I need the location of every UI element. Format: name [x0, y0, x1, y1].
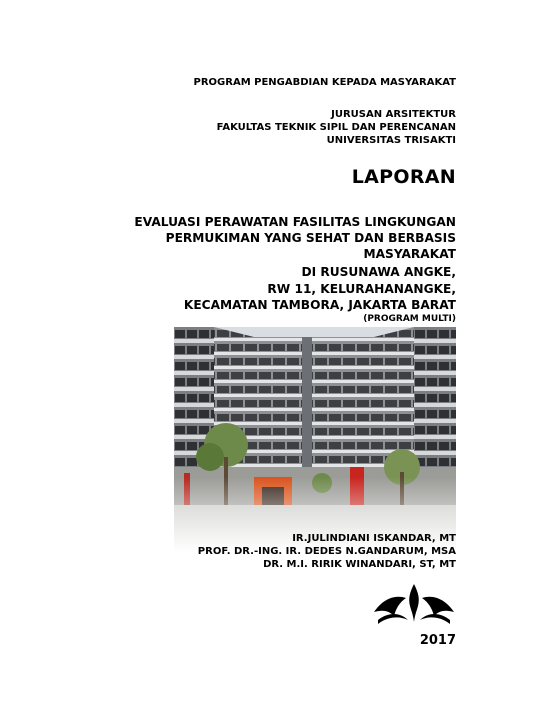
university-name: UNIVERSITAS TRISAKTI: [326, 135, 456, 146]
report-title-line: DI RUSUNAWA ANGKE,: [301, 265, 456, 279]
author-name: IR.JULINDIANI ISKANDAR, MT: [292, 533, 456, 544]
report-title-line: KECAMATAN TAMBORA, JAKARTA BARAT: [183, 298, 456, 312]
author-name: DR. M.I. RIRIK WINANDARI, ST, MT: [263, 559, 456, 570]
report-title-line: EVALUASI PERAWATAN FASILITAS LINGKUNGAN: [134, 215, 456, 229]
university-logo: [372, 582, 456, 626]
apartment-building-photo: [174, 327, 456, 552]
report-title-line: PERMUKIMAN YANG SEHAT DAN BERBASIS: [165, 231, 456, 245]
program-type: (PROGRAM MULTI): [363, 314, 456, 324]
cover-photo: [174, 327, 456, 552]
author-name: PROF. DR.-ING. IR. DEDES N.GANDARUM, MSA: [197, 546, 456, 557]
report-title-line: RW 11, KELURAHANANGKE,: [267, 282, 456, 296]
faculty-name: FAKULTAS TEKNIK SIPIL DAN PERENCANAN: [216, 122, 456, 133]
report-year: 2017: [419, 633, 456, 648]
program-title: PROGRAM PENGABDIAN KEPADA MASYARAKAT: [193, 77, 456, 88]
report-label: LAPORAN: [351, 166, 456, 188]
report-title-line: MASYARAKAT: [363, 247, 456, 261]
trisakti-logo-icon: [372, 582, 456, 626]
department-name: JURUSAN ARSITEKTUR: [331, 109, 456, 120]
